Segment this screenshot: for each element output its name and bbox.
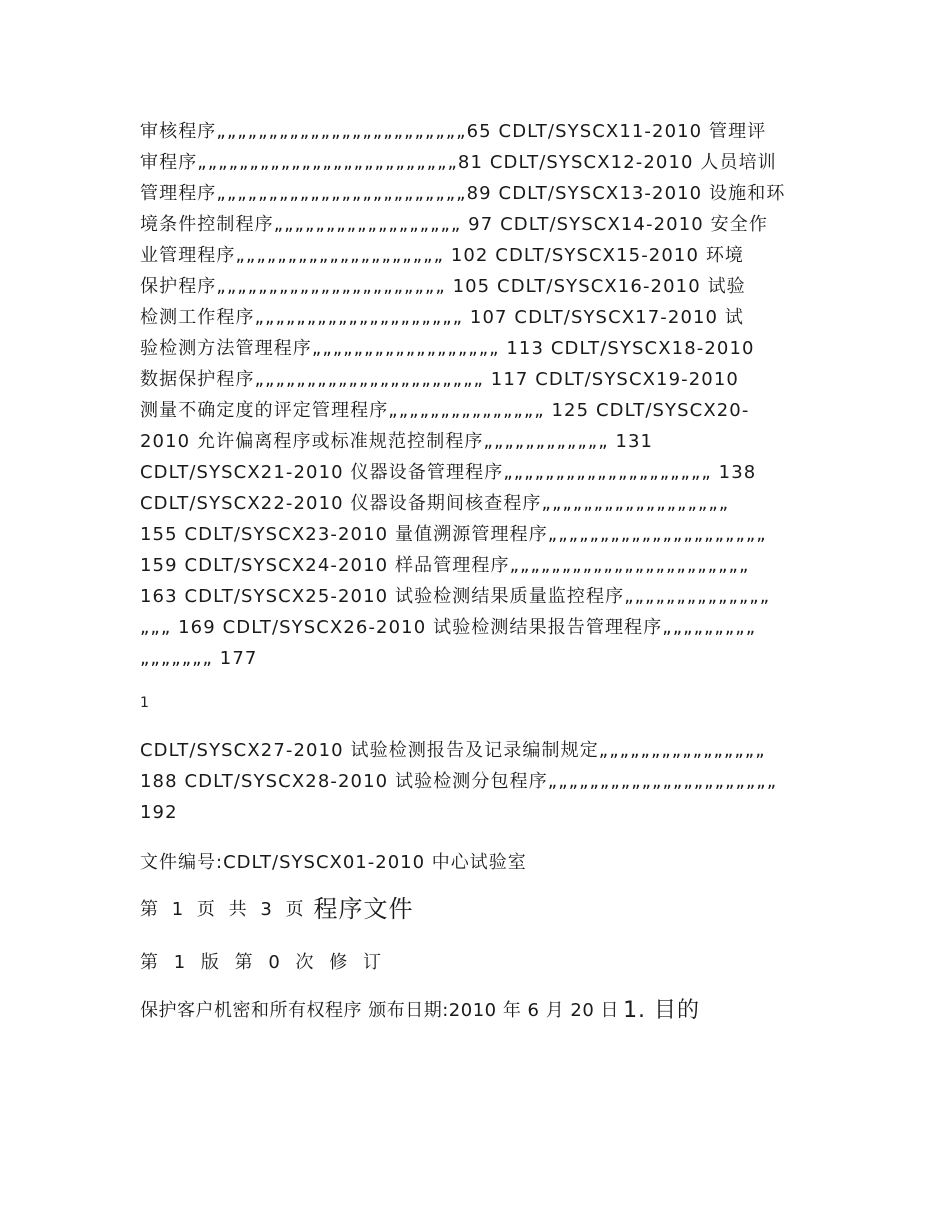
- toc-line: 保护程序„„„„„„„„„„„„„„„„„„„„„„ 105 CDLT/SYSCX16-2010 试验: [140, 276, 746, 297]
- toc-line: 测量不确定度的评定管理程序„„„„„„„„„„„„„„„ 125 CDLT/SYSCX20-: [140, 400, 750, 421]
- toc-line: 审核程序„„„„„„„„„„„„„„„„„„„„„„„„65 CDLT/SYSCX11-2010 管理评: [140, 121, 767, 142]
- table-of-contents-continued: [140, 735, 810, 828]
- toc-line: 业管理程序„„„„„„„„„„„„„„„„„„„„ 102 CDLT/SYSCX15-2010 环境: [140, 245, 745, 266]
- edition-revision: 第 1 版 第 0 次 修 订: [140, 952, 386, 973]
- page-number: 1: [140, 695, 149, 711]
- document-type-title: 程序文件: [313, 895, 414, 923]
- toc-line: 验检测方法管理程序„„„„„„„„„„„„„„„„„„ 113 CDLT/SYSCX18-2010: [140, 338, 755, 359]
- toc-line: 188 CDLT/SYSCX28-2010 试验检测分包程序„„„„„„„„„„„„„„„„„„„„„„: [140, 771, 778, 792]
- toc-line: 163 CDLT/SYSCX25-2010 试验检测结果质量监控程序„„„„„„„„„„„„„„: [140, 586, 771, 607]
- toc-line: 2010 允许偏离程序或标准规范控制程序„„„„„„„„„„„„ 131: [140, 431, 654, 452]
- document-number: 文件编号:CDLT/SYSCX01-2010 中心试验室: [140, 852, 527, 873]
- toc-line: 155 CDLT/SYSCX23-2010 量值溯源管理程序„„„„„„„„„„„„„„„„„„„„„: [140, 524, 767, 545]
- toc-line: 数据保护程序„„„„„„„„„„„„„„„„„„„„„„ 117 CDLT/SYSCX19-2010: [140, 369, 739, 390]
- page-count: 第 1 页 共 3 页: [140, 899, 308, 920]
- toc-line: „„„ 169 CDLT/SYSCX26-2010 试验检测结果报告管理程序„„„„„„„„„: [140, 617, 757, 638]
- toc-line: 159 CDLT/SYSCX24-2010 样品管理程序„„„„„„„„„„„„„„„„„„„„„„„: [140, 555, 750, 576]
- toc-line: 审程序„„„„„„„„„„„„„„„„„„„„„„„„„81 CDLT/SYSCX12-2010 人员培训: [140, 152, 777, 173]
- toc-line: 境条件控制程序„„„„„„„„„„„„„„„„„„ 97 CDLT/SYSCX14-2010 安全作: [140, 214, 768, 235]
- toc-line: CDLT/SYSCX21-2010 仪器设备管理程序„„„„„„„„„„„„„„„„„„„„ 138: [140, 462, 757, 483]
- toc-line: CDLT/SYSCX22-2010 仪器设备期间核查程序„„„„„„„„„„„„„„„„„„: [140, 493, 730, 514]
- section-heading: 1. 目的: [623, 998, 701, 1023]
- table-of-contents: [140, 116, 810, 674]
- toc-line: CDLT/SYSCX27-2010 试验检测报告及记录编制规定„„„„„„„„„„„„„„„„: [140, 740, 766, 761]
- toc-line: 管理程序„„„„„„„„„„„„„„„„„„„„„„„„89 CDLT/SYSCX13-2010 设施和环: [140, 183, 786, 204]
- toc-line: 检测工作程序„„„„„„„„„„„„„„„„„„„„ 107 CDLT/SYSCX17-2010 试: [140, 307, 745, 328]
- procedure-title-line: [140, 998, 700, 1024]
- toc-line: „„„„„„„ 177: [140, 648, 258, 669]
- page-info-line: [140, 896, 414, 923]
- procedure-title: 保护客户机密和所有权程序 颁布日期:2010 年 6 月 20 日: [140, 1000, 620, 1021]
- toc-line: 192: [140, 802, 178, 823]
